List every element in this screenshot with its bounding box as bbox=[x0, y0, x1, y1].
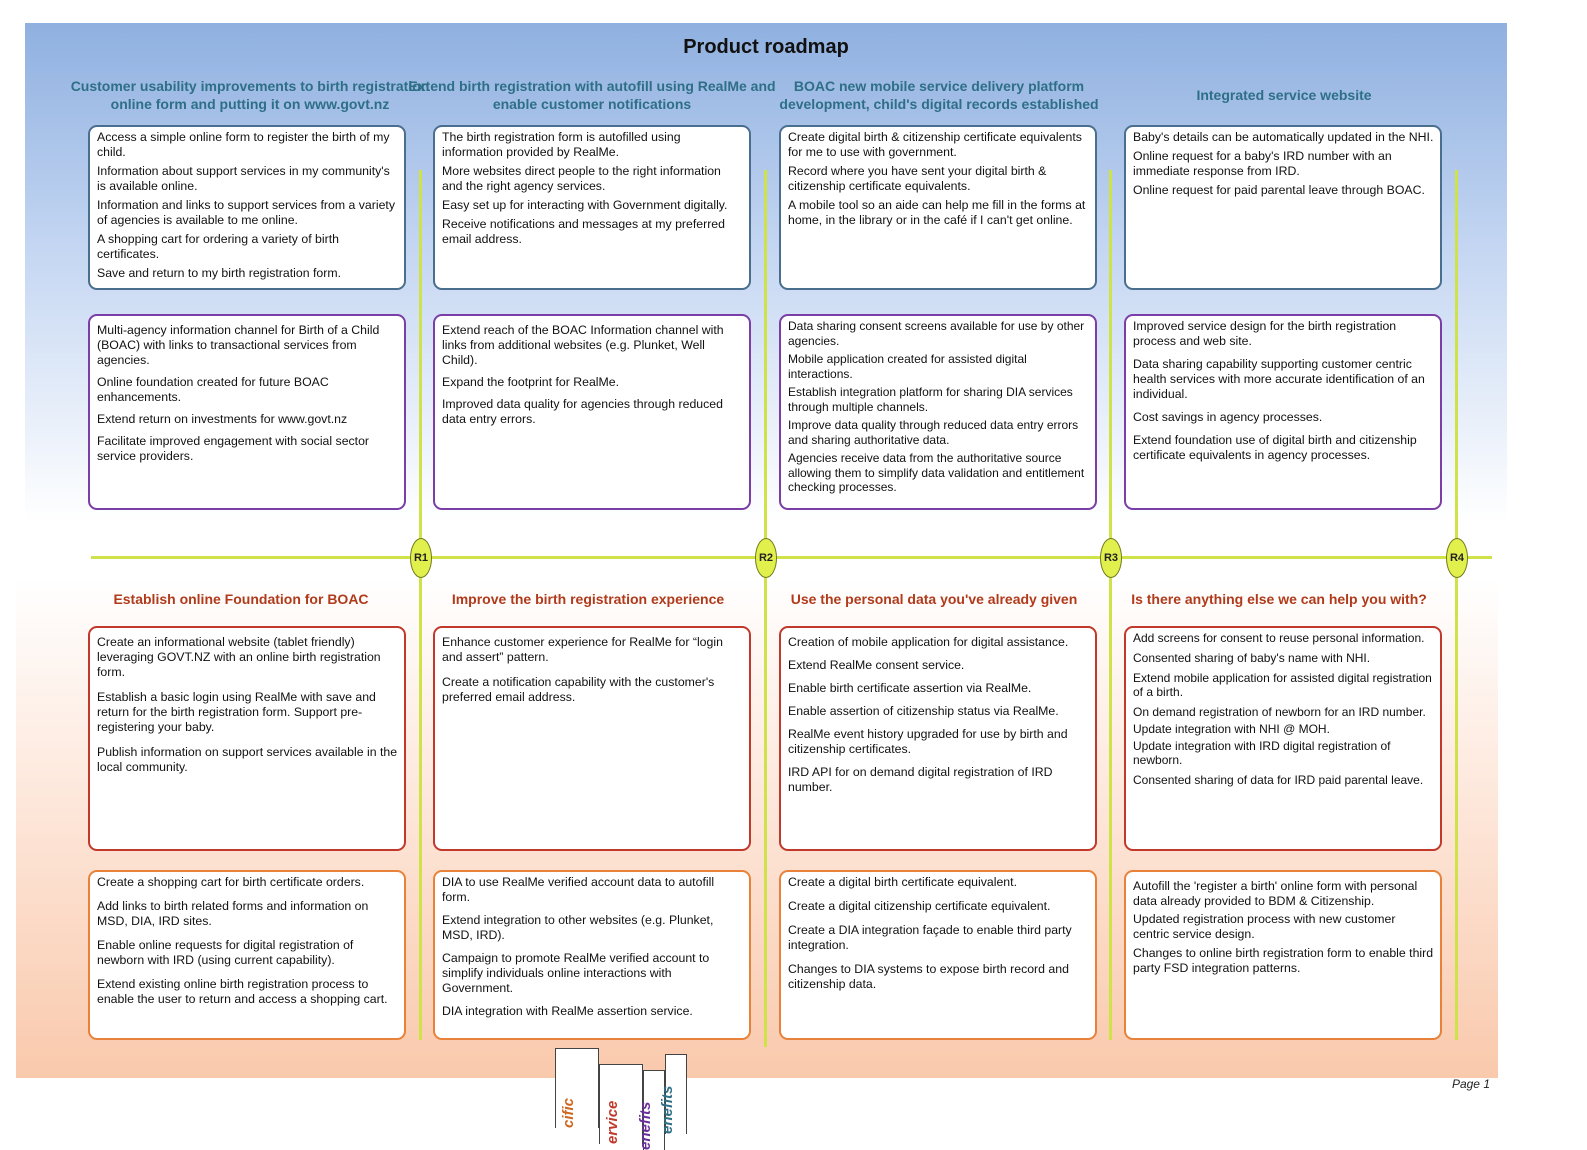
list-item: Extend reach of the BOAC Information channel with links from additional websites (e.g. Plunket, Well Child). bbox=[442, 323, 724, 367]
list-item: Publish information on support services available in the local community. bbox=[97, 745, 398, 774]
list-item: Record where you have sent your digital birth & citizenship certificate equivalents. bbox=[788, 164, 1047, 193]
list-item: A mobile tool so an aide can help me fill in the forms at home, in the library or in the café if I can't get online. bbox=[788, 198, 1086, 227]
list-item: The birth registration form is autofilled using information provided by RealMe. bbox=[442, 130, 681, 159]
timeline-vertical-r2 bbox=[764, 170, 767, 1047]
list-item: Extend foundation use of digital birth and citizenship certificate equivalents in agency processes. bbox=[1133, 433, 1417, 462]
list-item: Receive notifications and messages at my preferred email address. bbox=[442, 217, 725, 246]
list-item: Online request for a baby's IRD number with an immediate response from IRD. bbox=[1133, 149, 1392, 178]
benefits-box-4 bbox=[1124, 314, 1442, 510]
bottom-heading-2: Improve the birth registration experience bbox=[451, 591, 725, 607]
list-item: Autofill the 'register a birth' online form with personal data already provided to BDM & Citizenship. bbox=[1133, 879, 1418, 908]
list-item: Facilitate improved engagement with social sector service providers. bbox=[97, 434, 370, 463]
list-item: Update integration with NHI @ MOH. bbox=[1133, 722, 1330, 736]
list-item: Consented sharing of data for IRD paid parental leave. bbox=[1133, 773, 1424, 787]
top-heading-2: Extend birth registration with autofill using RealMe and enable customer notifications bbox=[408, 78, 776, 112]
list-item: Information about support services in my community's is available online. bbox=[97, 164, 390, 193]
list-item: Create a DIA integration façade to enable third party integration. bbox=[788, 923, 1072, 952]
list-item: On demand registration of newborn for an IRD number. bbox=[1133, 705, 1426, 719]
benefits-box-2 bbox=[433, 314, 751, 510]
list-item: Create a digital birth certificate equivalent. bbox=[788, 875, 1017, 889]
tasks-box-3 bbox=[779, 870, 1097, 1040]
top-heading-4: Integrated service website bbox=[1196, 87, 1372, 103]
experience-box-3 bbox=[779, 125, 1097, 290]
list-item: A shopping cart for ordering a variety of birth certificates. bbox=[97, 232, 339, 261]
list-item: DIA integration with RealMe assertion service. bbox=[442, 1004, 693, 1018]
experience-box-1 bbox=[88, 125, 406, 290]
list-item: Changes to DIA systems to expose birth record and citizenship data. bbox=[788, 962, 1069, 991]
list-item: Improved service design for the birth registration process and web site. bbox=[1133, 319, 1397, 348]
list-item: Improve data quality through reduced data entry errors and sharing authoritative data. bbox=[788, 418, 1079, 447]
list-item: Save and return to my birth registration form. bbox=[97, 266, 341, 280]
bottom-heading-1: Establish online Foundation for BOAC bbox=[113, 591, 369, 607]
service-box-4 bbox=[1124, 626, 1442, 851]
bottom-heading-3: Use the personal data you've already given bbox=[790, 591, 1078, 607]
list-item: DIA to use RealMe verified account data to autofill form. bbox=[442, 875, 715, 904]
list-item: Data sharing capability supporting customer centric health services with more accurate identification of an individual. bbox=[1133, 357, 1425, 401]
list-item: Updated registration process with new customer centric service design. bbox=[1133, 912, 1396, 941]
milestone-r3: R3 bbox=[1100, 538, 1122, 578]
page-number: Page 1 bbox=[1451, 1077, 1490, 1091]
service-box-2 bbox=[433, 626, 751, 851]
list-item: Online request for paid parental leave through BOAC. bbox=[1133, 183, 1425, 197]
service-box-3 bbox=[779, 626, 1097, 851]
list-item: Changes to online birth registration form to enable third party FSD integration patterns. bbox=[1133, 946, 1434, 975]
milestone-r4: R4 bbox=[1446, 538, 1468, 578]
list-item: Expand the footprint for RealMe. bbox=[442, 375, 620, 389]
list-item: Enhance customer experience for RealMe for “login and assert” pattern. bbox=[442, 635, 723, 664]
service-box-1 bbox=[88, 626, 406, 851]
list-item: Enable birth certificate assertion via RealMe. bbox=[788, 681, 1032, 695]
list-item: Add screens for consent to reuse personal information. bbox=[1133, 631, 1425, 645]
list-item: Establish a basic login using RealMe with save and return for the birth registration form. Support pre-registering your baby. bbox=[97, 690, 376, 734]
timeline-horizontal bbox=[91, 556, 1492, 559]
benefits-box-1 bbox=[88, 314, 406, 510]
list-item: Information and links to support services from a variety of agencies is available to me online. bbox=[97, 198, 395, 227]
side-tab-label: ervice bbox=[604, 1100, 621, 1144]
milestone-r1: R1 bbox=[410, 538, 432, 578]
list-item: Easy set up for interacting with Government digitally. bbox=[442, 198, 728, 212]
bottom-heading-4: Is there anything else we can help you with? bbox=[1131, 591, 1427, 607]
list-item: Consented sharing of baby's name with NHI. bbox=[1133, 651, 1371, 665]
list-item: Campaign to promote RealMe verified account to simplify individuals online interactions with Government. bbox=[442, 951, 710, 995]
side-tab-label: enefits bbox=[637, 1101, 654, 1150]
list-item: Extend existing online birth registration process to enable the user to return and access a shopping cart. bbox=[97, 977, 388, 1006]
side-tab-label: cific bbox=[560, 1097, 577, 1128]
list-item: Enable online requests for digital registration of newborn with IRD (using current capability). bbox=[97, 938, 354, 967]
list-item: Improved data quality for agencies through reduced data entry errors. bbox=[442, 397, 723, 426]
list-item: Extend return on investments for www.govt.nz bbox=[97, 412, 348, 426]
side-tab-specific bbox=[555, 1048, 599, 1128]
tasks-box-2 bbox=[433, 870, 751, 1040]
page-title: Product roadmap bbox=[683, 36, 849, 58]
list-item: Cost savings in agency processes. bbox=[1133, 410, 1323, 424]
experience-box-2 bbox=[433, 125, 751, 290]
list-item: Update integration with IRD digital registration of newborn. bbox=[1133, 739, 1391, 767]
side-tab-benefits-teal bbox=[659, 1054, 687, 1134]
list-item: Mobile application created for assisted digital interactions. bbox=[788, 352, 1027, 381]
list-item: Agencies receive data from the authoritative source allowing them to simplify data validation and entitlement checking processes. bbox=[788, 451, 1085, 494]
list-item: Create a notification capability with the customer's preferred email address. bbox=[442, 675, 715, 704]
list-item: Baby's details can be automatically updated in the NHI. bbox=[1133, 130, 1434, 144]
list-item: More websites direct people to the right information and the right agency services. bbox=[442, 164, 721, 193]
list-item: IRD API for on demand digital registration of IRD number. bbox=[788, 765, 1053, 794]
list-item: Online foundation created for future BOAC enhancements. bbox=[97, 375, 329, 404]
list-item: Enable assertion of citizenship status via RealMe. bbox=[788, 704, 1059, 718]
tasks-box-4 bbox=[1124, 870, 1442, 1040]
benefits-box-3 bbox=[779, 314, 1097, 510]
experience-box-4 bbox=[1124, 125, 1442, 290]
list-item: Create an informational website (tablet friendly) leveraging GOVT.NZ with an online birth registration form. bbox=[97, 635, 381, 679]
list-item: Access a simple online form to register the birth of my child. bbox=[97, 130, 390, 159]
list-item: Create a digital citizenship certificate equivalent. bbox=[788, 899, 1051, 913]
list-item: Create a shopping cart for birth certificate orders. bbox=[97, 875, 365, 889]
list-item: Data sharing consent screens available for use by other agencies. bbox=[788, 319, 1085, 348]
list-item: Add links to birth related forms and information on MSD, DIA, IRD sites. bbox=[97, 899, 369, 928]
list-item: Extend integration to other websites (e.g. Plunket, MSD, IRD). bbox=[442, 913, 714, 942]
top-heading-3: BOAC new mobile service delivery platform development, child's digital records established bbox=[779, 78, 1099, 112]
side-tab-label: enefits bbox=[659, 1085, 676, 1134]
top-heading-1: Customer usability improvements to birth registration online form and putting it on www.govt.nz bbox=[70, 78, 430, 112]
list-item: Multi-agency information channel for Birth of a Child (BOAC) with links to transactional services from agencies. bbox=[97, 323, 380, 367]
list-item: RealMe event history upgraded for use by birth and citizenship certificates. bbox=[788, 727, 1068, 756]
list-item: Extend mobile application for assisted digital registration of a birth. bbox=[1133, 671, 1432, 699]
list-item: Establish integration platform for sharing DIA services through multiple channels. bbox=[788, 385, 1073, 414]
list-item: Extend RealMe consent service. bbox=[788, 658, 965, 672]
milestone-r2: R2 bbox=[755, 538, 777, 578]
list-item: Create digital birth & citizenship certificate equivalents for me to use with government. bbox=[788, 130, 1082, 159]
tasks-box-1 bbox=[88, 870, 406, 1040]
list-item: Creation of mobile application for digital assistance. bbox=[788, 635, 1069, 649]
